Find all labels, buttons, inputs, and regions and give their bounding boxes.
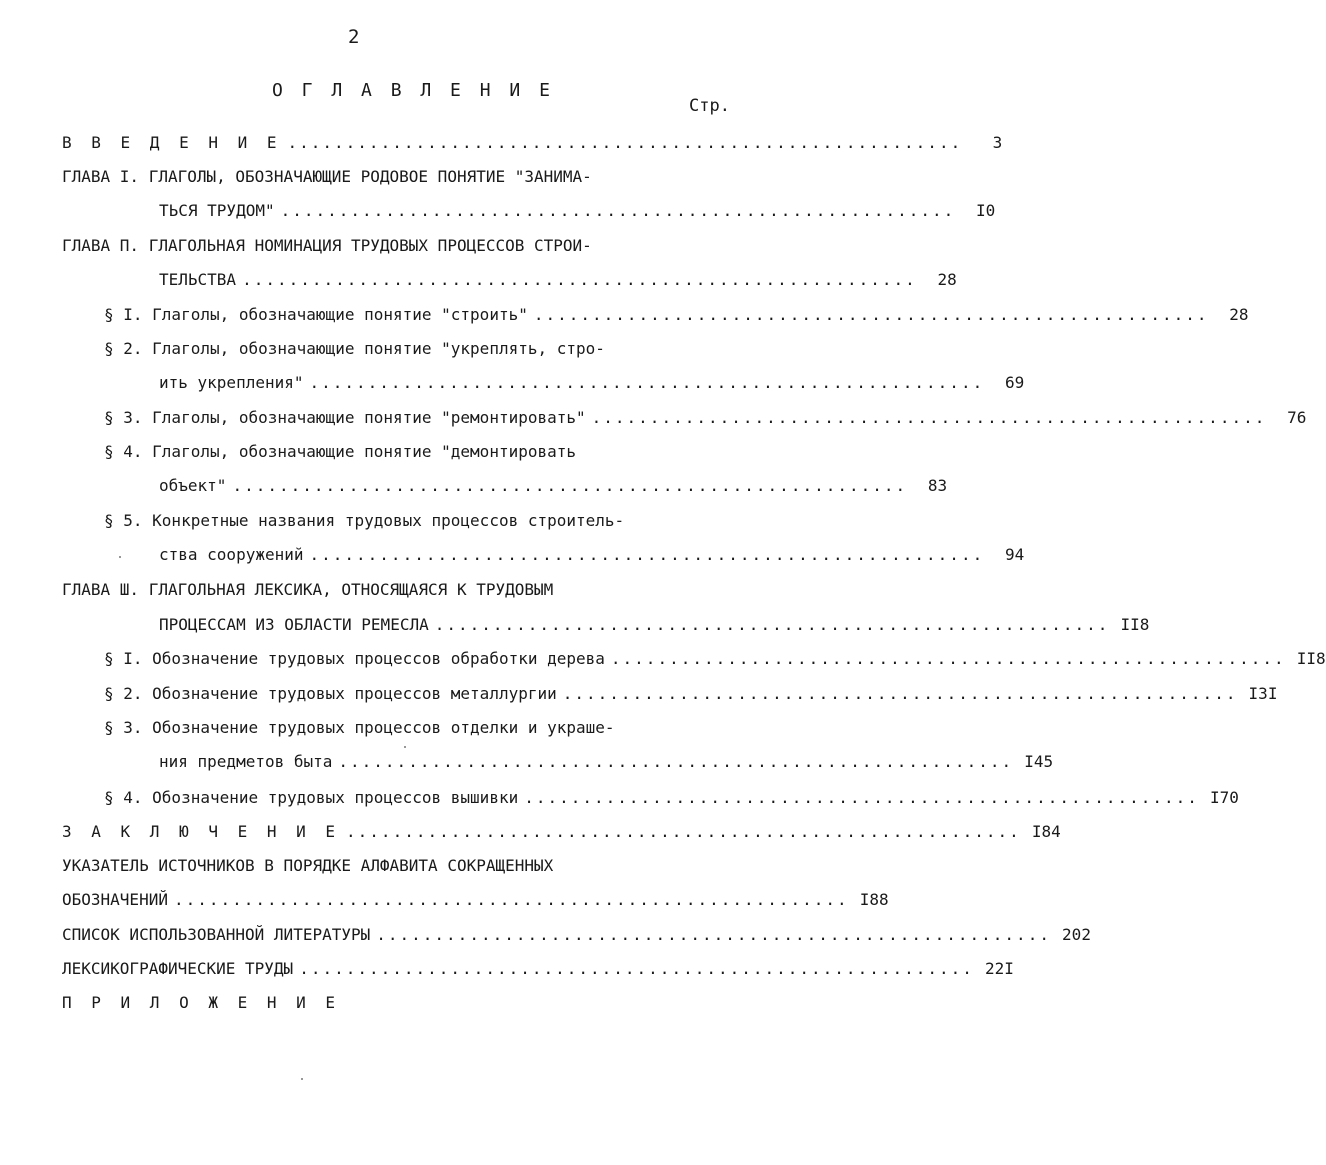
toc-entry-text: З А К Л Ю Ч Е Н И Е [62, 822, 341, 841]
page-column-label: Стр. [689, 96, 730, 116]
toc-entry-page: 202 [1062, 925, 1091, 944]
dot-leader: .......................................................... [434, 615, 1110, 634]
scan-speck [301, 1078, 303, 1080]
toc-entry-page: I88 [859, 890, 889, 909]
scan-speck [119, 556, 121, 558]
toc-entry-section-3-1 [104, 647, 1326, 671]
toc-entry-section-2-3 [104, 406, 1307, 430]
toc-entry-section-3-4 [104, 786, 1239, 810]
dot-leader: .......................................................... [173, 890, 849, 909]
toc-entry-chapter-1: ГЛАВА I. ГЛАГОЛЫ, ОБОЗНАЧАЮЩИЕ РОДОВОЕ ПОНЯТИЕ "ЗАНИМА- [62, 167, 592, 186]
toc-entry-page: II8 [1296, 649, 1326, 668]
toc-entry-page: II8 [1120, 615, 1150, 634]
toc-entry-page: 83 [927, 476, 948, 495]
toc-entry-chapter-3-cont [159, 613, 1150, 637]
dot-leader: .......................................................... [309, 545, 985, 564]
toc-entry-page: 28 [1229, 305, 1249, 324]
toc-entry-page: 94 [1004, 545, 1025, 564]
toc-entry-text: ства сооружений [159, 545, 304, 564]
toc-entry-section-2-2: § 2. Глаголы, обозначающие понятие "укреплять, стро- [104, 339, 605, 358]
toc-entry-text: ЛЕКСИКОГРАФИЧЕСКИЕ ТРУДЫ [62, 959, 294, 978]
toc-entry-page: 69 [1004, 373, 1025, 392]
toc-entry-introduction [62, 131, 1003, 155]
toc-entry-text: ОБОЗНАЧЕНИЙ [62, 890, 168, 909]
dot-leader: .......................................................... [524, 788, 1199, 807]
toc-entry-text: ить укрепления" [159, 373, 304, 392]
toc-entry-section-2-4-cont [159, 474, 948, 498]
toc-entry-conclusion [62, 820, 1061, 844]
dot-leader: .......................................................... [309, 373, 985, 392]
toc-entry-text: ТЕЛЬСТВА [159, 270, 237, 289]
toc-entry-page: I3I [1248, 684, 1278, 703]
dot-leader: .......................................................... [533, 305, 1209, 324]
toc-entry-page: I84 [1031, 822, 1061, 841]
dot-leader: .......................................................... [338, 752, 1014, 771]
toc-entry-text: В В Е Д Е Н И Е [62, 133, 282, 152]
dot-leader: .......................................................... [376, 925, 1051, 944]
dot-leader: .......................................................... [562, 684, 1238, 703]
toc-entry-section-2-2-cont [159, 371, 1025, 395]
toc-entry-lexicographic-works [62, 957, 1014, 981]
dot-leader: .......................................................... [242, 270, 917, 289]
toc-entry-text: § 2. Обозначение трудовых процессов металлургии [104, 684, 557, 703]
toc-entry-page: 28 [937, 270, 957, 289]
toc-entry-section-2-5-cont [159, 543, 1025, 567]
toc-entry-text: § I. Обозначение трудовых процессов обработки дерева [104, 649, 605, 668]
toc-entry-text: ния предметов быта [159, 752, 333, 771]
toc-entry-section-3-3-cont [159, 750, 1054, 774]
toc-entry-appendix: П Р И Л О Ж Е Н И Е [62, 993, 341, 1012]
dot-leader: .......................................................... [346, 822, 1021, 841]
toc-entry-section-2-5: § 5. Конкретные названия трудовых процессов строитель- [104, 511, 625, 530]
toc-entry-page: 76 [1287, 408, 1307, 427]
toc-entry-page: I70 [1210, 788, 1239, 807]
toc-entry-chapter-1-cont [159, 199, 996, 223]
toc-entry-sources-index: УКАЗАТЕЛЬ ИСТОЧНИКОВ В ПОРЯДКЕ АЛФАВИТА СОКРАЩЕННЫХ [62, 856, 554, 875]
toc-entry-page: 22I [984, 959, 1014, 978]
toc-entry-chapter-2: ГЛАВА П. ГЛАГОЛЬНАЯ НОМИНАЦИЯ ТРУДОВЫХ ПРОЦЕССОВ СТРОИ- [62, 236, 592, 255]
dot-leader: .......................................................... [287, 133, 963, 152]
page-number: 2 [348, 26, 360, 48]
toc-entry-sources-index-cont [62, 888, 889, 912]
toc-entry-section-3-2 [104, 682, 1278, 706]
toc-entry-page: 3 [992, 133, 1003, 152]
page-title: О Г Л А В Л Е Н И Е [272, 80, 554, 101]
toc-entry-bibliography [62, 923, 1091, 947]
toc-entry-text: ПРОЦЕССАМ ИЗ ОБЛАСТИ РЕМЕСЛА [159, 615, 429, 634]
toc-entry-page: I0 [976, 201, 996, 220]
dot-leader: .......................................................... [232, 476, 908, 495]
toc-entry-text: § 4. Обозначение трудовых процессов вышивки [104, 788, 519, 807]
toc-entry-text: § 3. Глаголы, обозначающие понятие "ремонтировать" [104, 408, 586, 427]
toc-entry-text: объект" [159, 476, 227, 495]
dot-leader: .......................................................... [280, 201, 956, 220]
dot-leader: .......................................................... [299, 959, 974, 978]
dot-leader: .......................................................... [610, 649, 1286, 668]
scan-speck [404, 746, 406, 748]
toc-entry-section-2-1 [104, 303, 1249, 327]
toc-entry-chapter-3: ГЛАВА Ш. ГЛАГОЛЬНАЯ ЛЕКСИКА, ОТНОСЯЩАЯСЯ К ТРУДОВЫМ [62, 580, 554, 599]
toc-entry-text: СПИСОК ИСПОЛЬЗОВАННОЙ ЛИТЕРАТУРЫ [62, 925, 371, 944]
toc-entry-chapter-2-cont [159, 268, 957, 292]
toc-entry-text: ТЬСЯ ТРУДОМ" [159, 201, 275, 220]
dot-leader: .......................................................... [591, 408, 1267, 427]
toc-entry-text: § I. Глаголы, обозначающие понятие "строить" [104, 305, 528, 324]
toc-entry-page: I45 [1024, 752, 1054, 771]
toc-entry-section-2-4: § 4. Глаголы, обозначающие понятие "демонтировать [104, 442, 577, 461]
toc-entry-section-3-3: § 3. Обозначение трудовых процессов отделки и украше- [104, 718, 615, 737]
